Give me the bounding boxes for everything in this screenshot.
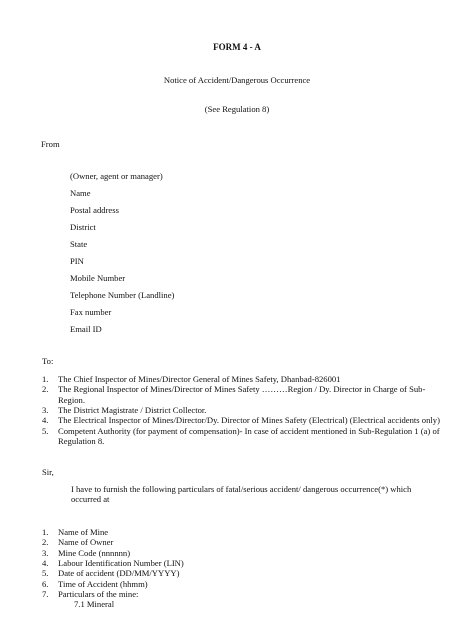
salutation: Sir, (42, 467, 54, 477)
recipient-text: The Chief Inspector of Mines/Director General of Mines Safety, Dhanbad-826001 (58, 374, 341, 384)
particular-text: Labour Identification Number (LIN) (58, 557, 184, 568)
particular-text: Particulars of the mine: (58, 588, 139, 599)
list-number: 4. (42, 557, 49, 568)
list-number: 4. (42, 415, 49, 426)
field-email-id: Email ID (70, 324, 102, 334)
recipient-text: The Electrical Inspector of Mines/Director/Dy. Director of Mines Safety (Electrical) (Electrical accidents only) (58, 415, 440, 426)
particulars-list (42, 527, 342, 610)
to-label: To: (42, 356, 54, 366)
particular-text: Time of Accident (hhmm) (58, 578, 148, 589)
particular-text: Name of Mine (58, 527, 109, 537)
recipient-list (42, 374, 442, 446)
particular-item (42, 558, 342, 568)
list-number: 6. (42, 578, 49, 589)
recipient-item (42, 405, 442, 415)
list-number: 2. (42, 384, 49, 395)
list-number: 1. (42, 374, 49, 384)
recipient-text: The District Magistrate / District Collector. (58, 404, 207, 415)
list-number: 5. (42, 568, 49, 579)
particular-item (42, 579, 342, 589)
particular-item (42, 548, 342, 558)
recipient-text: Competent Authority (for payment of compensation)- In case of accident mentioned in Sub-Regulation 1 (a) of Regulation 8. (58, 425, 440, 446)
field-district: District (70, 222, 96, 232)
particular-item (42, 527, 342, 537)
list-number: 5. (42, 425, 49, 436)
recipient-item (42, 426, 442, 447)
from-label: From (41, 139, 60, 149)
list-number: 3. (42, 404, 49, 415)
intro-paragraph: I have to furnish the following particulars of fatal/serious accident/ dangerous occurrence(*) which occurred at (71, 484, 412, 505)
sub-item-mineral: 7.1 Mineral (74, 599, 115, 610)
list-number: 7. (42, 588, 49, 599)
recipient-item (42, 374, 442, 384)
recipient-item (42, 384, 442, 405)
regulation-reference: (See Regulation 8) (204, 104, 270, 114)
particular-text: Mine Code (nnnnnn) (58, 547, 131, 558)
particular-sub-item (42, 599, 342, 609)
owner-designation: (Owner, agent or manager) (70, 171, 163, 181)
particular-item (42, 537, 342, 547)
field-postal-address: Postal address (70, 205, 119, 215)
particular-item (42, 589, 342, 599)
particular-text: Name of Owner (58, 537, 114, 548)
form-subtitle: Notice of Accident/Dangerous Occurrence (163, 75, 311, 85)
field-fax-number: Fax number (70, 307, 112, 317)
field-pin: PIN (70, 256, 84, 266)
particular-text: Date of accident (DD/MM/YYYY) (58, 568, 180, 579)
particular-item (42, 568, 342, 578)
list-number: 2. (42, 537, 49, 548)
recipient-text: The Regional Inspector of Mines/Director of Mines Safety ………Region / Dy. Director in Charge of Sub-Region. (58, 384, 426, 405)
field-name: Name (70, 188, 91, 198)
form-title: FORM 4 - A (213, 42, 261, 52)
field-mobile-number: Mobile Number (70, 273, 126, 283)
sender-fields-list (70, 171, 174, 341)
field-telephone-number: Telephone Number (Landline) (70, 290, 175, 300)
recipient-item (42, 415, 442, 425)
list-number: 1. (42, 527, 49, 537)
list-number: 3. (42, 547, 49, 558)
field-state: State (70, 239, 88, 249)
